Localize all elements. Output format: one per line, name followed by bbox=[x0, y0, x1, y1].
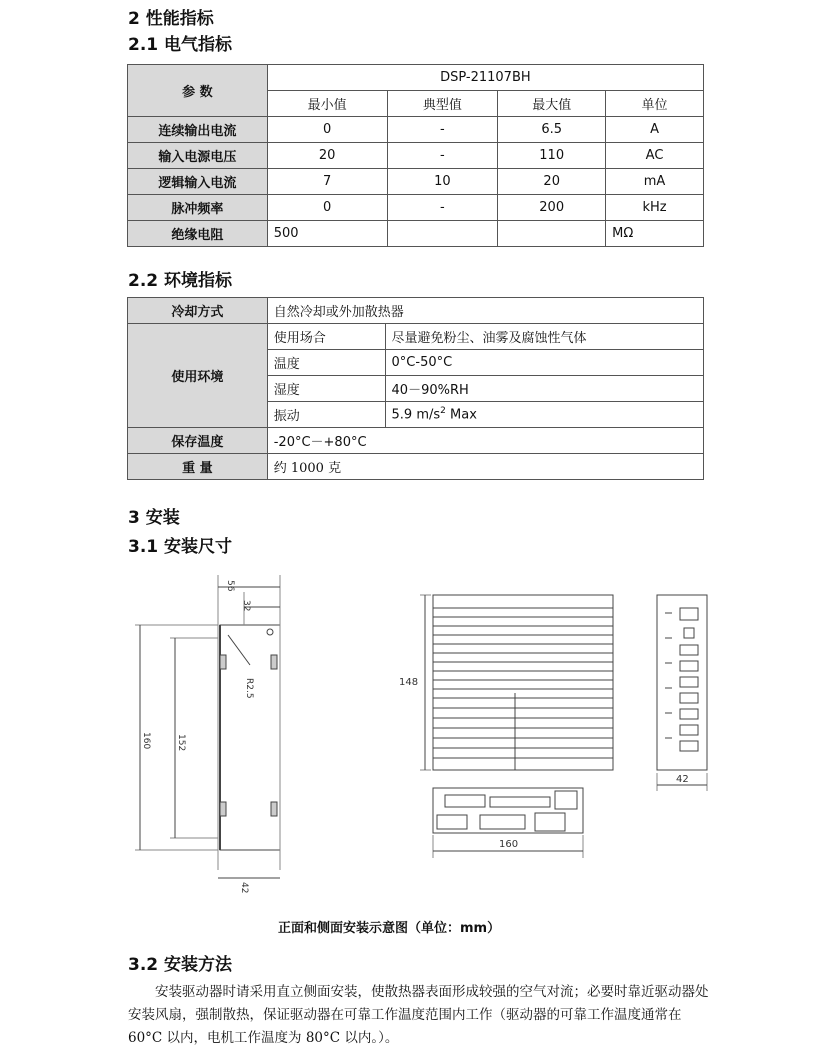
figure-caption: 正面和侧面安装示意图（单位：mm） bbox=[278, 921, 501, 936]
weight-value: 约 1000 克 bbox=[267, 454, 703, 480]
env-label: 使用环境 bbox=[128, 324, 268, 428]
row-name: 脉冲频率 bbox=[128, 195, 268, 221]
install-paragraph: 安装驱动器时请采用直立侧面安装，使散热器表面形成较强的空气对流；必要时靠近驱动器处安装风扇，强制散热，保证驱动器在可靠工作温度范围内工作（驱动器的可靠工作温度通常在 60°C 以内，电机工作温度为 80°C 以内。）。 bbox=[128, 984, 709, 1046]
dim-label-160b: 160 bbox=[499, 839, 519, 850]
cell-min: 7 bbox=[267, 169, 387, 195]
weight-label: 重 量 bbox=[128, 454, 268, 480]
cell-max: 20 bbox=[498, 169, 606, 195]
env-key: 振动 bbox=[267, 402, 385, 428]
front-view-drawing bbox=[395, 583, 625, 868]
dim-label-56: 56 bbox=[225, 580, 235, 592]
cell-min: 0 bbox=[267, 117, 387, 143]
section-title-3-2: 3.2 安装方法 bbox=[128, 955, 233, 975]
cell-max: 200 bbox=[498, 195, 606, 221]
cell-typ: - bbox=[387, 117, 498, 143]
section-title-2-1: 2.1 电气指标 bbox=[128, 35, 233, 55]
storage-value: -20°C－+80°C bbox=[267, 428, 703, 454]
narrow-side-outline bbox=[657, 595, 707, 770]
front-view-outline bbox=[433, 595, 613, 770]
cell-unit: MΩ bbox=[606, 221, 704, 247]
cell-max: 6.5 bbox=[498, 117, 606, 143]
vibration-value: 5.9 m/s bbox=[391, 407, 441, 423]
side-view-drawing bbox=[125, 570, 300, 895]
table-row bbox=[128, 221, 704, 247]
env-value: 0°C-50°C bbox=[385, 350, 703, 376]
cell-unit: kHz bbox=[606, 195, 704, 221]
section-title-3-1: 3.1 安装尺寸 bbox=[128, 537, 233, 557]
vibration-exponent: 2 bbox=[440, 406, 446, 417]
row-name: 连续输出电流 bbox=[128, 117, 268, 143]
table-row bbox=[128, 169, 704, 195]
cell-max bbox=[498, 221, 606, 247]
cell-unit: mA bbox=[606, 169, 704, 195]
env-value-vibration bbox=[385, 402, 703, 428]
table-row bbox=[128, 117, 704, 143]
col-header-unit: 单位 bbox=[606, 91, 704, 117]
dim-label-152: 152 bbox=[176, 734, 186, 752]
env-key: 温度 bbox=[267, 350, 385, 376]
cooling-label: 冷却方式 bbox=[128, 298, 268, 324]
section-title-2: 2 性能指标 bbox=[128, 9, 214, 29]
environment-spec-table bbox=[127, 297, 704, 480]
cell-typ: 10 bbox=[387, 169, 498, 195]
row-name: 绝缘电阻 bbox=[128, 221, 268, 247]
section-title-2-2: 2.2 环境指标 bbox=[128, 271, 233, 291]
col-header-min: 最小值 bbox=[267, 91, 387, 117]
env-key: 湿度 bbox=[267, 376, 385, 402]
storage-label: 保存温度 bbox=[128, 428, 268, 454]
cell-max: 110 bbox=[498, 143, 606, 169]
cell-min: 20 bbox=[267, 143, 387, 169]
dim-label-42: 42 bbox=[239, 882, 249, 894]
param-header: 参 数 bbox=[128, 65, 268, 117]
cell-typ: - bbox=[387, 195, 498, 221]
cell-typ bbox=[387, 221, 498, 247]
env-key: 使用场合 bbox=[267, 324, 385, 350]
dim-label-32: 32 bbox=[241, 600, 251, 612]
electrical-spec-table bbox=[127, 64, 704, 247]
row-name: 逻辑输入电流 bbox=[128, 169, 268, 195]
col-header-max: 最大值 bbox=[498, 91, 606, 117]
cell-unit: AC bbox=[606, 143, 704, 169]
dim-label-160: 160 bbox=[141, 732, 151, 750]
cell-min: 500 bbox=[267, 221, 387, 247]
cell-typ: - bbox=[387, 143, 498, 169]
table-row bbox=[128, 143, 704, 169]
row-name: 输入电源电压 bbox=[128, 143, 268, 169]
narrow-side-view-drawing bbox=[650, 583, 720, 793]
section-title-3: 3 安装 bbox=[128, 508, 180, 528]
cell-min: 0 bbox=[267, 195, 387, 221]
model-header: DSP-21107BH bbox=[267, 65, 703, 91]
dim-label-42b: 42 bbox=[676, 774, 689, 785]
dim-label-148: 148 bbox=[399, 677, 419, 688]
col-header-typ: 典型值 bbox=[387, 91, 498, 117]
vibration-suffix: Max bbox=[445, 407, 477, 423]
cooling-value: 自然冷却或外加散热器 bbox=[267, 298, 703, 324]
env-value: 尽量避免粉尘、油雾及腐蚀性气体 bbox=[385, 324, 703, 350]
dim-label-r25: R2.5 bbox=[244, 678, 254, 699]
table-row bbox=[128, 195, 704, 221]
cell-unit: A bbox=[606, 117, 704, 143]
env-value: 40－90%RH bbox=[385, 376, 703, 402]
